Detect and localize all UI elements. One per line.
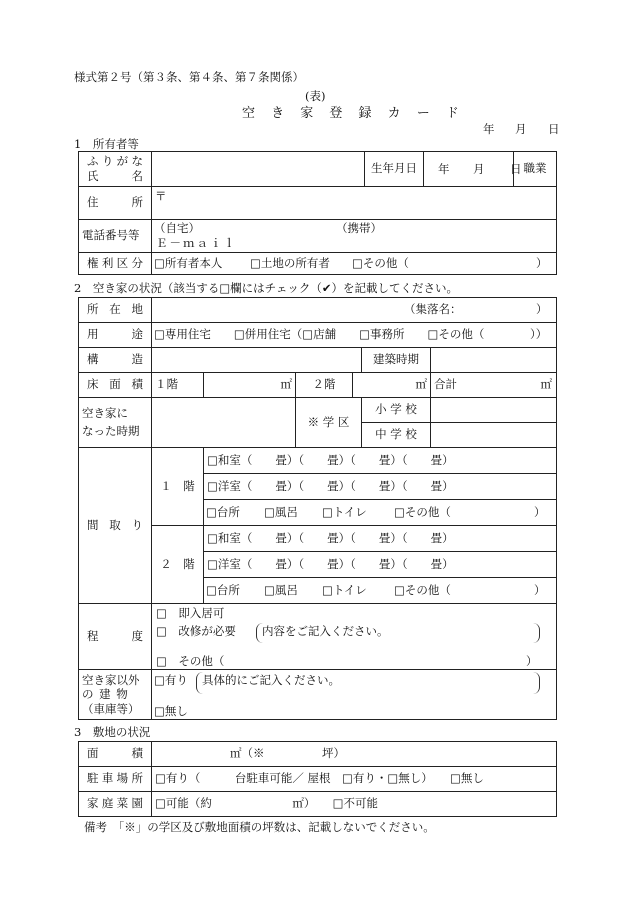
address-label: 住 所 [79,187,152,220]
form-number: 様式第２号（第３条、第４条、第７条関係） [74,70,304,84]
name-field[interactable] [152,152,365,187]
condition-field[interactable]: □ 即入居可 □ 改修が必要 内容をご記入ください。 □ その他（ ） [152,604,557,670]
section2-heading: 2 空き家の状況（該当する□欄にはチェック（✔）を記載してください。 [74,281,458,295]
rights-field[interactable]: □所有者本人 □土地の所有者 □その他（ ） [152,253,557,275]
f1-washitsu[interactable]: □和室（ 畳）（ 畳）（ 畳）（ 畳） [204,448,557,474]
furigana-name-label: ふりがな 氏 名 [79,152,152,187]
layout-label: 間取り [79,448,152,604]
parking-label: 駐車場所 [79,767,152,792]
structure-label: 構造 [79,348,152,373]
outbuilding-field[interactable]: □有り 具体的にご記入ください。 □無し [152,670,557,720]
location-label: 所在地 [79,298,152,323]
site-table [78,741,557,817]
layout-floor1: １ 階 [152,448,204,526]
junior-field[interactable] [431,423,557,448]
layout-floor2: ２ 階 [152,526,204,604]
floor2-area[interactable]: ㎡ [353,373,431,398]
occupation-label: 職業 [514,152,557,187]
section3-heading: 3 敷地の状況 [74,725,151,739]
house-table [78,297,557,720]
elementary-label: 小 学 校 [362,398,431,423]
garden-label: 家庭菜園 [79,792,152,817]
condition-label: 程 度 [79,604,152,670]
school-label: ※ 学 区 [296,398,362,448]
floor1-label: １階 [152,373,204,398]
vacant-since-label: 空き家に なった時期 [79,398,152,448]
location-field[interactable]: （集落名： ） [152,298,557,323]
f1-youshitsu[interactable]: □洋室（ 畳）（ 畳）（ 畳）（ 畳） [204,474,557,500]
built-label: 建築時期 [362,348,431,373]
vacant-since-field[interactable] [152,398,296,448]
date-month: 月 [515,122,527,136]
phone-field[interactable]: （自宅） （携帯） Ｅ－ｍａｉｌ [152,220,557,253]
structure-field[interactable] [152,348,362,373]
site-area-field[interactable]: ㎡（※ 坪） [152,742,557,767]
date-year: 年 [483,122,495,136]
section1-heading: 1 所有者等 [74,137,139,151]
use-field[interactable]: □専用住宅 □併用住宅（□店舗 □事務所 □その他（ ）） [152,323,557,348]
outbuilding-bracket [196,672,540,694]
garden-field[interactable]: □可能（約 ㎡） □不可能 [152,792,557,817]
phone-label: 電話番号等 [79,220,152,253]
f1-facilities[interactable]: □台所 □風呂 □トイレ □その他（ ） [204,500,557,526]
condition-bracket [256,623,540,643]
birth-field[interactable]: 年 月 日 [424,152,514,187]
site-area-label: 面 積 [79,742,152,767]
outbuilding-label: 空き家以外 の 建 物 （車庫等） [79,670,152,720]
elementary-field[interactable] [431,398,557,423]
floor2-label: ２階 [296,373,353,398]
date-day: 日 [548,122,560,136]
parking-field[interactable]: □有り（ 台駐車可能／ 屋根 □有り・□無し） □無し [152,767,557,792]
owner-table [78,151,557,275]
f2-facilities[interactable]: □台所 □風呂 □トイレ □その他（ ） [204,578,557,604]
rights-label: 権利区分 [79,253,152,275]
total-area[interactable]: 合計 ㎡ [431,373,557,398]
junior-label: 中 学 校 [362,423,431,448]
floor1-area[interactable]: ㎡ [204,373,296,398]
f2-youshitsu[interactable]: □洋室（ 畳）（ 畳）（ 畳）（ 畳） [204,552,557,578]
side-label: (表) [305,89,326,103]
f2-washitsu[interactable]: □和室（ 畳）（ 畳）（ 畳）（ 畳） [204,526,557,552]
use-label: 用途 [79,323,152,348]
footnote: 備考 「※」の学区及び敷地面積の坪数は、記載しないでください。 [84,820,435,834]
built-field[interactable] [431,348,557,373]
address-field[interactable]: 〒 [152,187,557,220]
page-title: 空 き 家 登 録 カ ー ド [242,106,465,121]
birth-label: 生年月日 [365,152,424,187]
floor-area-label: 床面積 [79,373,152,398]
